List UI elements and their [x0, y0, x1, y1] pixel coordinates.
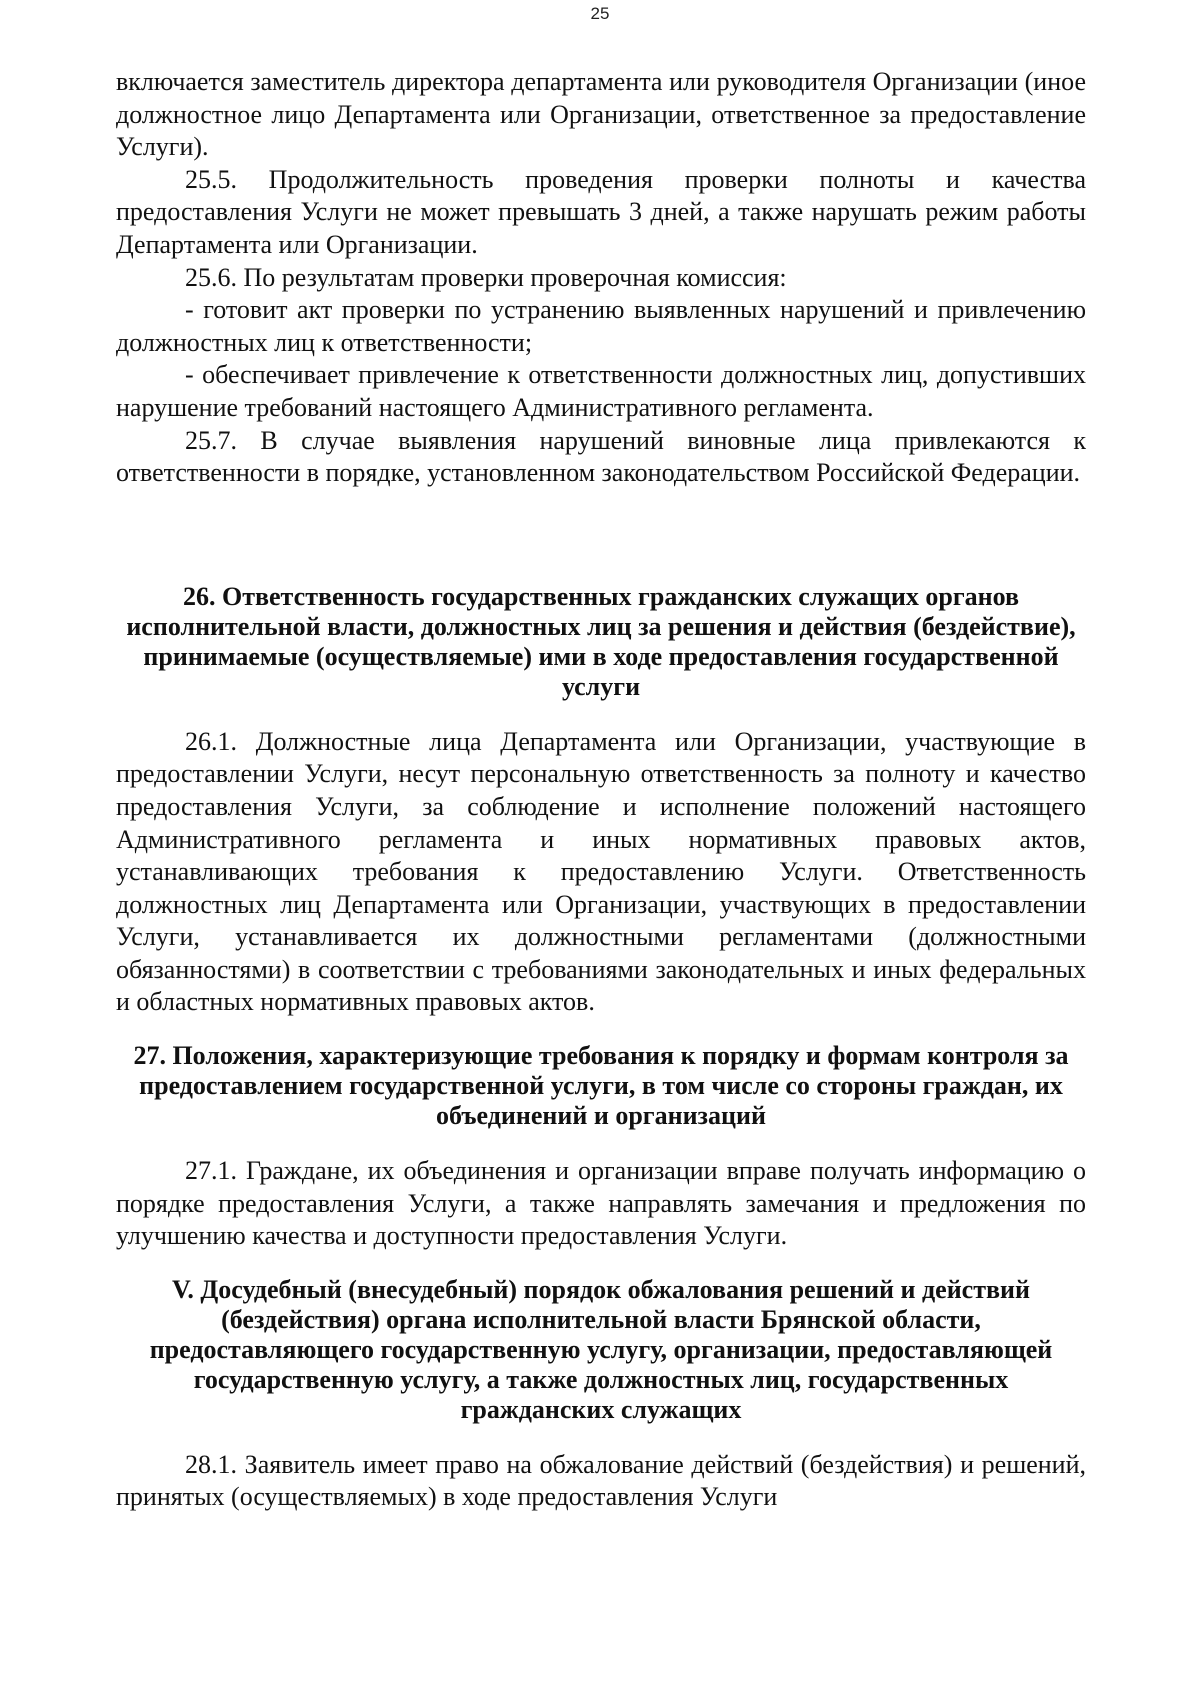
paragraph-continuation: включается заместитель директора департамента или руководителя Организации (иное должностное лицо Департамента или Организации, ответственное за предоставление Услуги).: [116, 67, 1086, 162]
section-v-heading: V. Досудебный (внесудебный) порядок обжалования решений и действий (бездействия) органа исполнительной власти Брянской области, предоставляющего государственную услугу, организации, предоставляющей государственную услугу, а также должностных лиц, государственных гражданских служащих: [149, 1274, 1053, 1424]
section-27-heading: 27. Положения, характеризующие требования к порядку и формам контроля за предоставлением государственной услуги, в том числе со стороны граждан, их объединений и организаций: [133, 1041, 1069, 1131]
document-body: [116, 66, 1086, 1514]
section-spacer: [116, 1253, 1086, 1275]
paragraph-25-7: 25.7. В случае выявления нарушений виновные лица привлекаются к ответственности в порядке, установленном законодательством Российской Федерации.: [116, 425, 1086, 488]
paragraph-25-5: 25.5. Продолжительность проведения проверки полноты и качества предоставления Услуги не может превышать 3 дней, а также нарушать режим работы Департамента или Организации.: [116, 164, 1086, 259]
paragraph-26-1: 26.1. Должностные лица Департамента или Организации, участвующие в предоставлении Услуги, несут персональную ответственность за полноту и качество предоставления Услуги, за соблюдение и исполнение положений настоящего Административного регламента и иных нормативных правовых актов, устанавливающих требования к предоставлению Услуги. Ответственность должностных лиц Департамента или Организации, участвующих в предоставлении Услуги, устанавливается их должностными регламентами (должностными обязанностями) в соответствии с требованиями законодательных и иных федеральных и областных нормативных правовых актов.: [116, 726, 1086, 1017]
section-spacer: [116, 490, 1086, 582]
paragraph-28-1: 28.1. Заявитель имеет право на обжалование действий (бездействия) и решений, принятых (осуществляемых) в ходе предоставления Услуги: [116, 1449, 1086, 1512]
section-spacer: [116, 1019, 1086, 1041]
paragraph-27-1: 27.1. Граждане, их объединения и организации вправе получать информацию о порядке предоставления Услуги, а также направлять замечания и предложения по улучшению качества и доступности предоставления Услуги.: [116, 1156, 1086, 1251]
heading-spacer: [116, 1425, 1086, 1449]
heading-spacer: [116, 702, 1086, 726]
page-number: 25: [590, 4, 610, 23]
list-item-ensures-liability: - обеспечивает привлечение к ответственности должностных лиц, допустивших нарушение требований настоящего Административного регламента.: [116, 360, 1086, 422]
paragraph-25-6: 25.6. По результатам проверки проверочная комиссия:: [185, 262, 787, 292]
heading-spacer: [116, 1131, 1086, 1155]
list-item-prepares-act: - готовит акт проверки по устранению выявленных нарушений и привлечению должностных лиц к ответственности;: [116, 295, 1086, 357]
section-26-heading: 26. Ответственность государственных гражданских служащих органов исполнительной власти, должностных лиц за решения и действия (бездействие), принимаемые (осуществляемые) ими в ходе предоставления государственной услуги: [126, 581, 1076, 701]
